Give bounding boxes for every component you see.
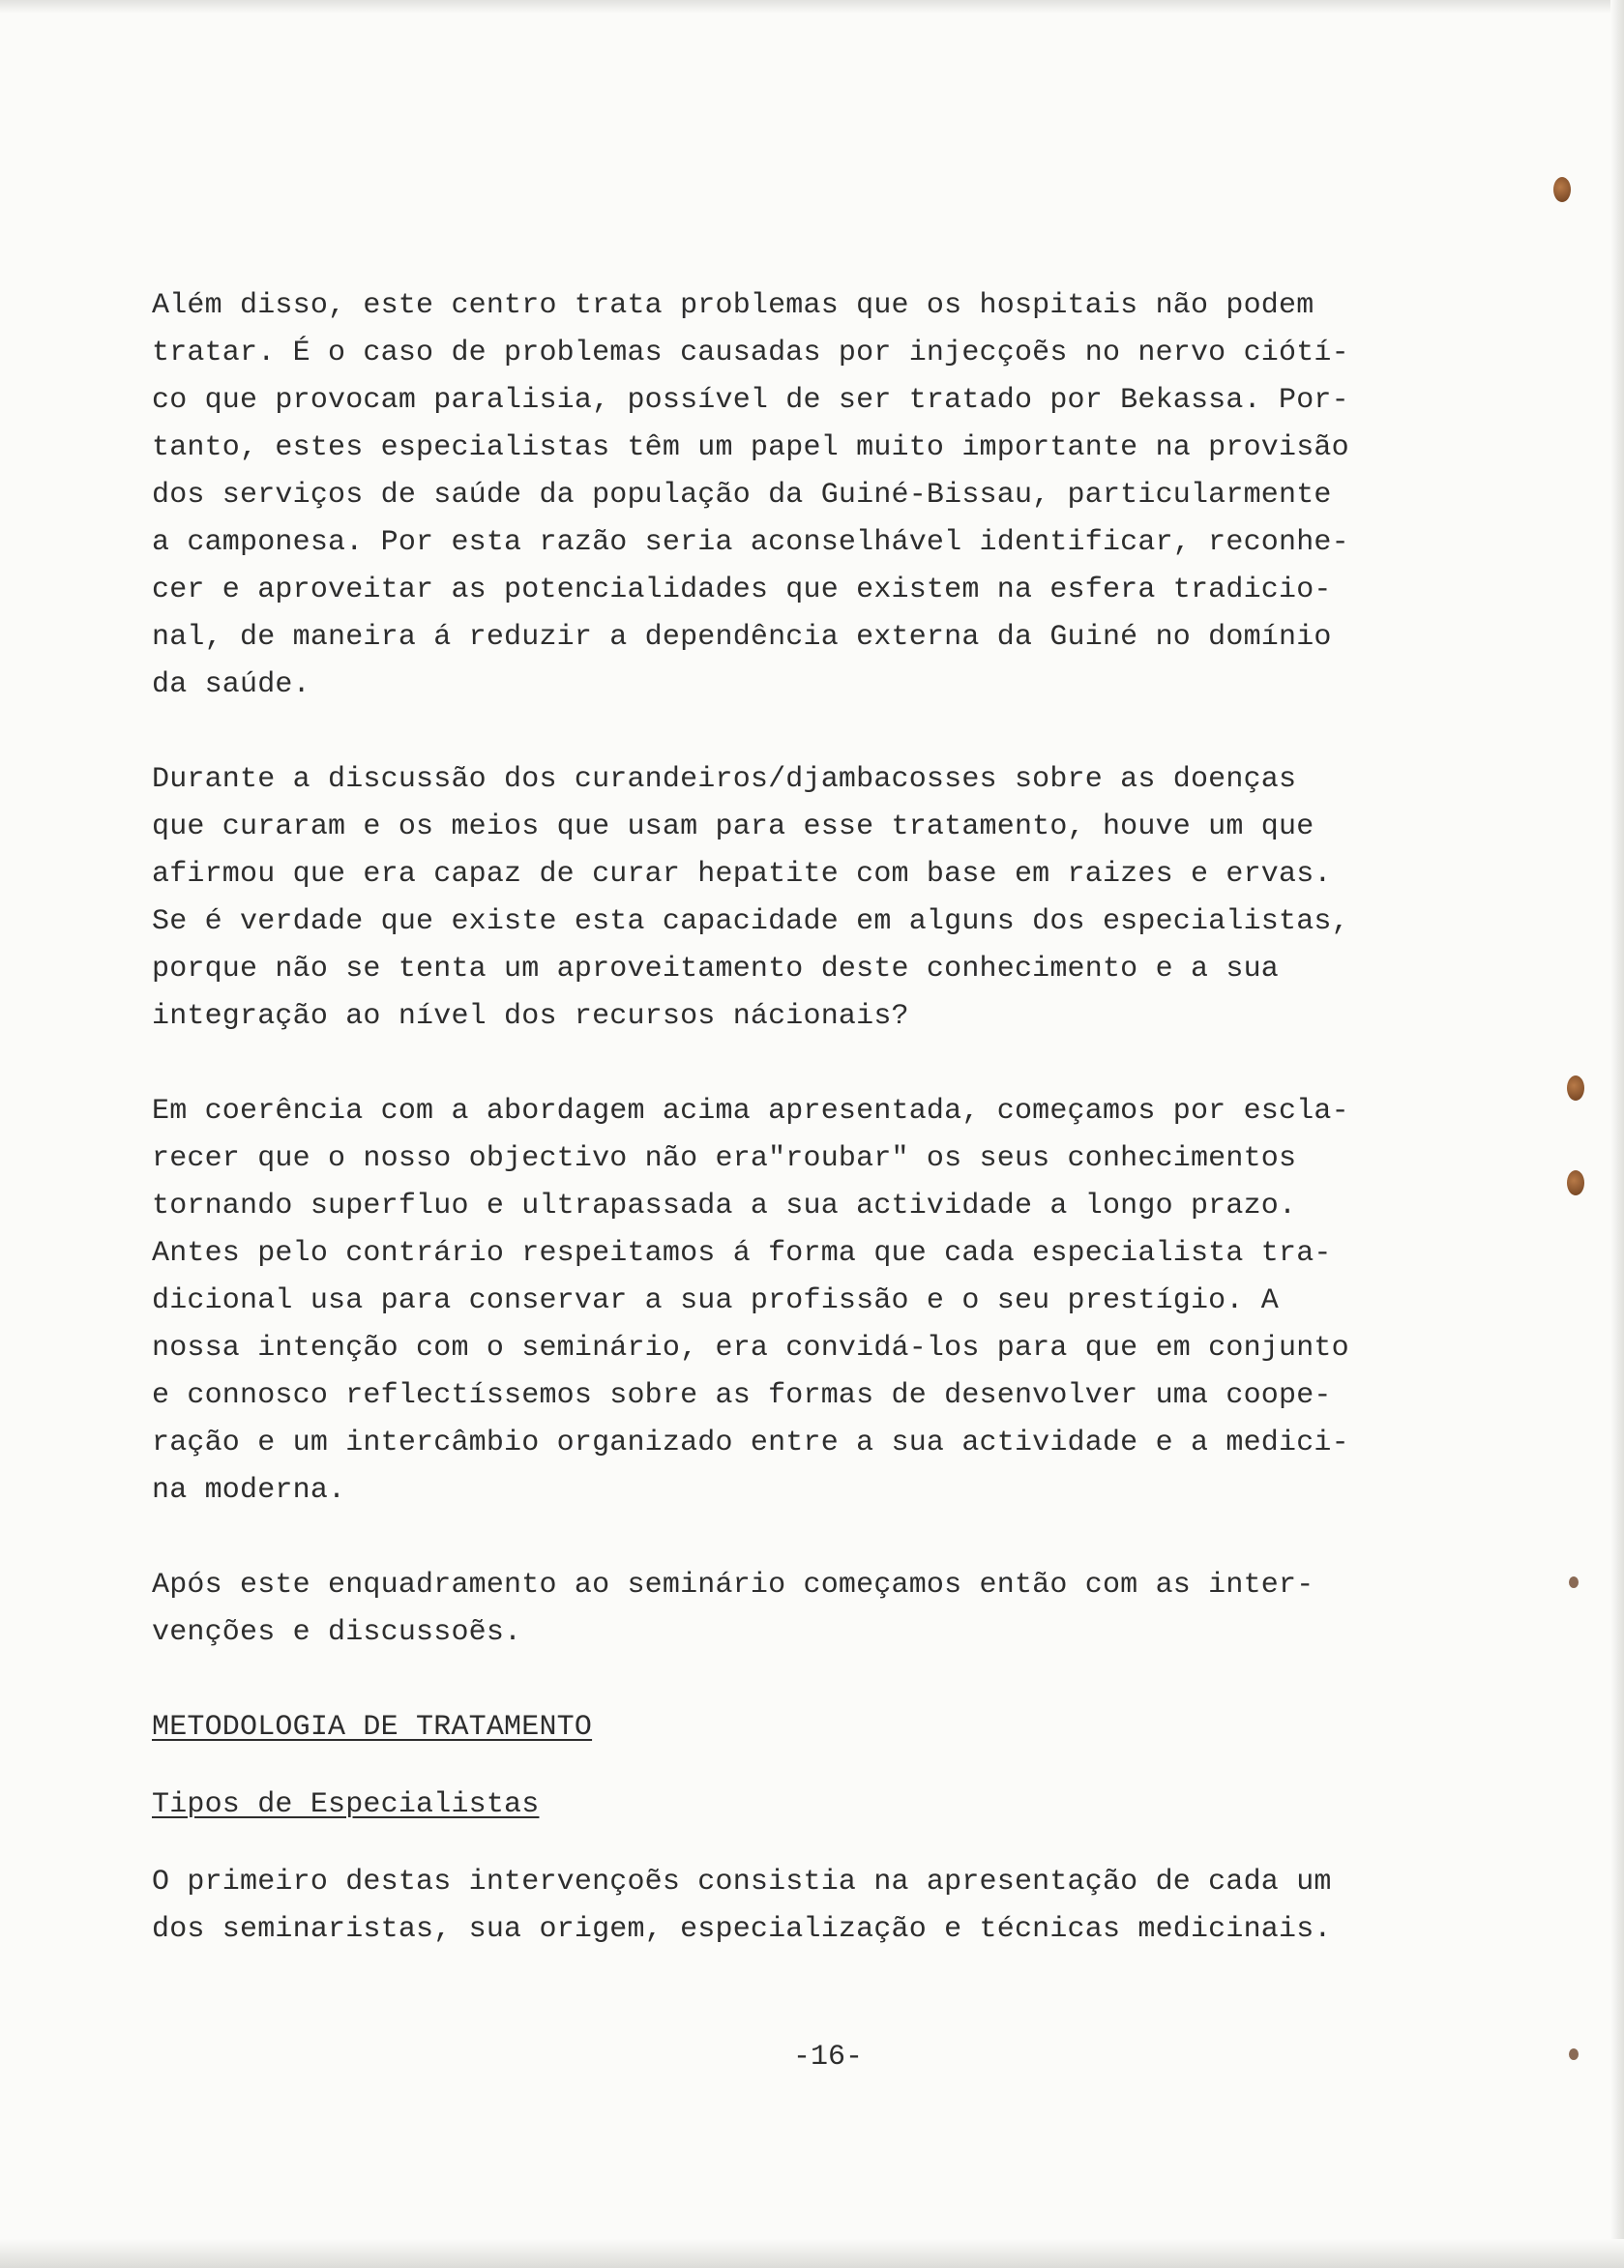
text-line: Durante a discussão dos curandeiros/djambacosses sobre as doenças xyxy=(152,763,1297,796)
text-line: tratar. É o caso de problemas causadas por injecçoẽs no nervo ciótí- xyxy=(152,337,1349,369)
subsection-heading-types: Tipos de Especialistas xyxy=(152,1788,540,1821)
text-line: da saúde. xyxy=(152,668,310,701)
text-line: O primeiro destas intervençoẽs consistia na apresentação de cada um xyxy=(152,1866,1332,1899)
text-line: a camponesa. Por esta razão seria aconselhável identificar, reconhe- xyxy=(152,526,1349,559)
text-line: afirmou que era capaz de curar hepatite com base em raizes e ervas. xyxy=(152,858,1332,891)
paper-spot-mark xyxy=(1569,1576,1579,1588)
page-right-edge xyxy=(1610,0,1624,2268)
text-line: nossa intenção com o seminário, era convidá-los para que em conjunto xyxy=(152,1332,1349,1365)
text-line: tanto, estes especialistas têm um papel muito importante na provisão xyxy=(152,431,1349,464)
paragraph-4 xyxy=(152,1562,1477,1657)
text-line: co que provocam paralisia, possível de ser tratado por Bekassa. Por- xyxy=(152,384,1349,417)
paragraph-2 xyxy=(152,756,1477,1041)
binder-hole-mark xyxy=(1567,1075,1584,1101)
text-line: tornando superfluo e ultrapassada a sua actividade a longo prazo. xyxy=(152,1190,1297,1222)
paragraph-5 xyxy=(152,1859,1477,1954)
binder-hole-mark xyxy=(1553,177,1571,202)
text-line: que curaram e os meios que usam para esse tratamento, houve um que xyxy=(152,810,1314,843)
page-top-edge xyxy=(0,0,1624,14)
section-heading-methodology: METODOLOGIA DE TRATAMENTO xyxy=(152,1711,593,1744)
text-line: nal, de maneira á reduzir a dependência externa da Guiné no domínio xyxy=(152,621,1332,654)
text-line: cer e aproveitar as potencialidades que existem na esfera tradicio- xyxy=(152,574,1332,606)
page-bottom-edge xyxy=(0,2239,1624,2268)
text-line: recer que o nosso objectivo não era"roubar" os seus conhecimentos xyxy=(152,1142,1297,1175)
text-line: Se é verdade que existe esta capacidade em alguns dos especialistas, xyxy=(152,905,1349,938)
document-body xyxy=(152,282,1477,1954)
text-line: venções e discussoẽs. xyxy=(152,1616,522,1649)
text-line: dicional usa para conservar a sua profissão e o seu prestígio. A xyxy=(152,1284,1279,1317)
text-line: na moderna. xyxy=(152,1474,346,1507)
text-line: Além disso, este centro trata problemas que os hospitais não podem xyxy=(152,289,1314,322)
text-line: e connosco reflectíssemos sobre as formas de desenvolver uma coope- xyxy=(152,1379,1332,1412)
text-line: dos serviços de saúde da população da Guiné-Bissau, particularmente xyxy=(152,479,1332,512)
page-number: -16- xyxy=(793,2041,864,2074)
text-line: integração ao nível dos recursos nácionais? xyxy=(152,1000,909,1033)
text-line: dos seminaristas, sua origem, especialização e técnicas medicinais. xyxy=(152,1913,1332,1946)
text-line: Em coerência com a abordagem acima apresentada, começamos por escla- xyxy=(152,1095,1349,1128)
binder-hole-mark xyxy=(1567,1170,1584,1195)
paper-spot-mark xyxy=(1569,2048,1579,2060)
text-line: porque não se tenta um aproveitamento deste conhecimento e a sua xyxy=(152,953,1279,986)
text-line: ração e um intercâmbio organizado entre a sua actividade e a medici- xyxy=(152,1427,1349,1459)
paragraph-1 xyxy=(152,282,1477,709)
text-line: Após este enquadramento ao seminário começamos então com as inter- xyxy=(152,1569,1314,1602)
text-line: Antes pelo contrário respeitamos á forma que cada especialista tra- xyxy=(152,1237,1332,1270)
paragraph-3 xyxy=(152,1088,1477,1515)
